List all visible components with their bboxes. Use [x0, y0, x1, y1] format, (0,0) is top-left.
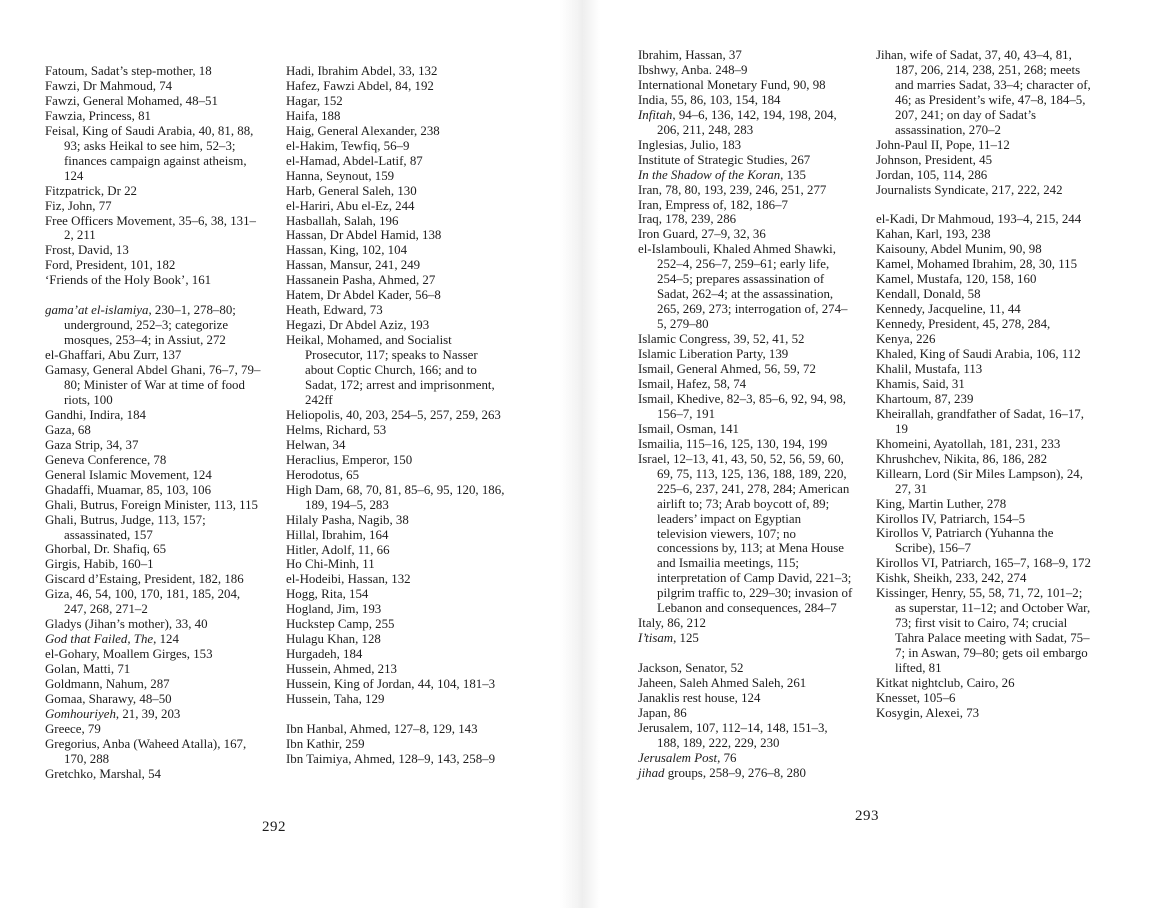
- index-entry: [45, 79, 265, 94]
- index-entry-heading: Kissinger, Henry, 55, 58, 71, 72, 101–2; as superstar, 11–12; and October War, 73; first visit to Cairo, 74; crucial Tahra Palace meeting with Sadat, 75–7; in Aswan, 79–80; gets oil embargo lifted, 81: [876, 586, 1091, 676]
- index-entry-heading: Kennedy, President, 45, 278, 284,: [876, 317, 1051, 332]
- index-entry-heading: Helwan, 34: [286, 437, 346, 452]
- index-entry-heading: Ghali, Butrus, Judge, 113, 157; assassinated, 157: [45, 512, 206, 542]
- index-entry: [638, 108, 853, 138]
- index-entry-heading: Israel, 12–13, 41, 43, 50, 52, 56, 59, 60, 69, 75, 113, 125, 136, 188, 189, 220, 225–6, 237, 241, 278, 284; American airlift to; 73; Arab boycott of, 89; leaders’ impact on Egyptian television viewers, 107; no concessions by, 113; at Mena House and Ismailia meetings, 115; interpretation of Camp David, 221–3; pilgrim traffic to, 229–30; invasion of Lebanon and consequences, 284–7: [638, 451, 853, 616]
- index-entry: [876, 362, 1091, 377]
- index-entry: [876, 242, 1091, 257]
- index-entry: [45, 184, 265, 199]
- index-entry-heading: General Islamic Movement, 124: [45, 467, 212, 482]
- index-entry: [876, 497, 1091, 512]
- index-entry: [45, 542, 265, 557]
- index-entry: [45, 707, 265, 722]
- index-entry-heading: Ghorbal, Dr. Shafiq, 65: [45, 542, 167, 557]
- index-entry: [876, 437, 1091, 452]
- index-entry-heading: Girgis, Habib, 160–1: [45, 557, 154, 572]
- index-entry-heading: Kamel, Mustafa, 120, 158, 160: [876, 272, 1037, 287]
- index-entry-heading: el-Gohary, Moallem Girges, 153: [45, 647, 213, 662]
- index-entry-heading: Hegazi, Dr Abdel Aziz, 193: [286, 318, 430, 333]
- index-entry: [638, 691, 853, 706]
- index-entry: [638, 168, 853, 183]
- index-entry: [876, 48, 1091, 138]
- index-entry-heading: Japan, 86: [638, 705, 687, 720]
- index-entry: [286, 124, 508, 139]
- page-number: 292: [262, 819, 286, 835]
- index-entry-heading: ‘Friends of the Holy Book’, 161: [45, 273, 212, 288]
- index-entry-heading: Gretchko, Marshal, 54: [45, 766, 161, 781]
- index-entry: [286, 243, 508, 258]
- index-entry: [638, 362, 853, 377]
- index-entry: [638, 437, 853, 452]
- index-entry: [286, 692, 508, 707]
- index-entry-heading: Ismail, Hafez, 58, 74: [638, 376, 747, 391]
- index-entry: [638, 661, 853, 676]
- index-entry: [876, 347, 1091, 362]
- index-entry-heading: el-Kadi, Dr Mahmoud, 193–4, 215, 244: [876, 212, 1082, 227]
- index-entry: [45, 258, 265, 273]
- index-entry: [876, 168, 1091, 183]
- index-entry-heading: Heath, Edward, 73: [286, 303, 383, 318]
- index-entry-heading: Hassanein Pasha, Ahmed, 27: [286, 273, 436, 288]
- index-entry-heading: Journalists Syndicate, 217, 222, 242: [876, 182, 1063, 197]
- index-entry: [45, 632, 265, 647]
- index-entry: [638, 392, 853, 422]
- index-entry: [876, 392, 1091, 407]
- index-entry: [45, 692, 265, 707]
- index-entry-heading: Gaza Strip, 34, 37: [45, 437, 139, 452]
- index-entry: [45, 498, 265, 513]
- index-entry-heading: jihad: [638, 765, 665, 780]
- index-entry: [638, 721, 853, 751]
- index-entry-heading: Fawzi, General Mohamed, 48–51: [45, 93, 218, 108]
- index-entry-heading: Ismailia, 115–16, 125, 130, 194, 199: [638, 436, 828, 451]
- index-entry-heading: el-Hamad, Abdel-Latif, 87: [286, 153, 423, 168]
- index-entry: [286, 64, 508, 79]
- index-entry-heading: High Dam, 68, 70, 81, 85–6, 95, 120, 186, 189, 194–5, 283: [286, 482, 505, 512]
- index-entry: [876, 317, 1091, 332]
- index-entry-heading: Iran, Empress of, 182, 186–7: [638, 197, 789, 212]
- index-entry-heading: Hogland, Jim, 193: [286, 602, 382, 617]
- index-entry-heading: Ibshwy, Anba. 248–9: [638, 62, 748, 77]
- index-entry: [45, 303, 265, 348]
- index-entry: [638, 766, 853, 781]
- index-entry: [45, 468, 265, 483]
- index-entry-pages: , 135: [780, 167, 806, 182]
- index-entry-heading: el-Hakim, Tewfiq, 56–9: [286, 138, 410, 153]
- index-entry: [638, 332, 853, 347]
- index-entry-pages: , 21, 39, 203: [115, 706, 181, 721]
- index-entry-heading: Knesset, 105–6: [876, 690, 956, 705]
- index-entry: [638, 212, 853, 227]
- index-entry-heading: Hogg, Rita, 154: [286, 587, 369, 602]
- index-column-left-2: [286, 64, 508, 767]
- index-entry: [45, 214, 265, 244]
- index-entry-heading: Golan, Matti, 71: [45, 662, 131, 677]
- index-entry-heading: Italy, 86, 212: [638, 616, 706, 631]
- index-entry: [45, 513, 265, 543]
- index-entry: [45, 408, 265, 423]
- index-entry-pages: , 76: [717, 750, 737, 765]
- index-entry: [286, 273, 508, 288]
- index-entry: [286, 647, 508, 662]
- index-entry-heading: God that Failed, The: [45, 632, 154, 647]
- index-entry: [638, 616, 853, 631]
- index-entry: [286, 318, 508, 333]
- index-entry-heading: Iran, 78, 80, 193, 239, 246, 251, 277: [638, 182, 827, 197]
- index-entry-heading: Hagar, 152: [286, 93, 343, 108]
- index-entry-heading: Jordan, 105, 114, 286: [876, 167, 988, 182]
- index-entry-heading: Ibrahim, Hassan, 37: [638, 48, 742, 62]
- index-entry-heading: el-Ghaffari, Abu Zurr, 137: [45, 348, 182, 363]
- index-entry: [876, 512, 1091, 527]
- index-entry-heading: el-Hodeibi, Hassan, 132: [286, 572, 411, 587]
- index-entry-heading: John-Paul II, Pope, 11–12: [876, 137, 1010, 152]
- index-entry: [638, 63, 853, 78]
- index-entry-heading: Islamic Liberation Party, 139: [638, 347, 789, 362]
- index-entry: [286, 617, 508, 632]
- index-entry-heading: Fiz, John, 77: [45, 198, 112, 213]
- index-entry-heading: Ford, President, 101, 182: [45, 258, 176, 273]
- index-entry: [45, 572, 265, 587]
- index-entry: [45, 199, 265, 214]
- index-entry: [45, 767, 265, 782]
- index-entry-heading: Inglesias, Julio, 183: [638, 137, 742, 152]
- index-entry-heading: Haig, General Alexander, 238: [286, 123, 440, 138]
- index-entry: [286, 528, 508, 543]
- index-entry: [45, 453, 265, 468]
- index-entry: [45, 557, 265, 572]
- index-entry: [286, 258, 508, 273]
- index-entry-pages: groups, 258–9, 276–8, 280: [664, 765, 806, 780]
- index-entry-heading: Heraclius, Emperor, 150: [286, 452, 413, 467]
- index-entry-heading: Hadi, Ibrahim Abdel, 33, 132: [286, 64, 438, 78]
- index-entry: [876, 691, 1091, 706]
- index-entry: [45, 94, 265, 109]
- index-entry-heading: gama’at el-islamiya: [45, 303, 149, 318]
- index-entry: [286, 543, 508, 558]
- index-entry: [638, 377, 853, 392]
- index-entry-heading: Kendall, Donald, 58: [876, 287, 981, 302]
- index-entry-heading: Hafez, Fawzi Abdel, 84, 192: [286, 78, 434, 93]
- index-entry-heading: Jerusalem, 107, 112–14, 148, 151–3, 188, 189, 222, 229, 230: [638, 720, 828, 750]
- index-entry: [286, 513, 508, 528]
- index-entry-heading: Khartoum, 87, 239: [876, 391, 974, 406]
- index-entry-heading: Ismail, Osman, 141: [638, 421, 739, 436]
- index-entry: [286, 557, 508, 572]
- index-entry-heading: Hassan, Mansur, 241, 249: [286, 258, 421, 273]
- index-entry: [45, 109, 265, 124]
- index-entry: [876, 571, 1091, 586]
- index-entry-heading: Khomeini, Ayatollah, 181, 231, 233: [876, 436, 1061, 451]
- index-entry-heading: Gomhouriyeh: [45, 706, 116, 721]
- index-entry-heading: Gaza, 68: [45, 422, 91, 437]
- index-entry-heading: Islamic Congress, 39, 52, 41, 52: [638, 332, 805, 347]
- index-entry: [286, 154, 508, 169]
- index-entry: [45, 617, 265, 632]
- index-entry-heading: Helms, Richard, 53: [286, 422, 387, 437]
- index-entry-heading: Ho Chi-Minh, 11: [286, 557, 375, 572]
- index-entry-heading: Ibn Kathir, 259: [286, 736, 365, 751]
- index-entry-pages: , 124: [153, 632, 179, 647]
- index-entry-heading: Jackson, Senator, 52: [638, 661, 744, 676]
- index-entry: [45, 438, 265, 453]
- index-entry-heading: Killearn, Lord (Sir Miles Lampson), 24, 27, 31: [876, 466, 1083, 496]
- index-entry: [876, 227, 1091, 242]
- index-entry: [45, 483, 265, 498]
- index-entry: [45, 647, 265, 662]
- index-entry-heading: Kishk, Sheikh, 233, 242, 274: [876, 571, 1027, 586]
- index-entry: [638, 631, 853, 646]
- index-entry: [286, 662, 508, 677]
- index-entry: [876, 407, 1091, 437]
- index-entry: [286, 468, 508, 483]
- index-entry: [286, 722, 508, 737]
- index-entry-heading: Giza, 46, 54, 100, 170, 181, 185, 204, 247, 268, 271–2: [45, 587, 241, 617]
- index-entry: [286, 423, 508, 438]
- index-entry-heading: Hanna, Seynout, 159: [286, 168, 395, 183]
- index-entry: [876, 586, 1091, 676]
- index-entry-heading: Free Officers Movement, 35–6, 38, 131–2, 211: [45, 213, 256, 243]
- index-entry-heading: Khalil, Mustafa, 113: [876, 362, 983, 376]
- index-entry: [876, 212, 1091, 227]
- index-entry-heading: Frost, David, 13: [45, 243, 129, 258]
- index-entry-heading: Kamel, Mohamed Ibrahim, 28, 30, 115: [876, 257, 1078, 272]
- index-entry-heading: Khaled, King of Saudi Arabia, 106, 112: [876, 347, 1081, 362]
- index-entry-heading: Feisal, King of Saudi Arabia, 40, 81, 88, 93; asks Heikal to see him, 52–3; finances campaign against atheism, 124: [45, 123, 254, 183]
- index-entry: [45, 273, 265, 288]
- index-entry-heading: Iron Guard, 27–9, 32, 36: [638, 227, 766, 242]
- index-entry-heading: Gomaa, Sharawy, 48–50: [45, 692, 172, 707]
- index-entry: [286, 587, 508, 602]
- index-entry-heading: Kitkat nightclub, Cairo, 26: [876, 676, 1015, 691]
- index-entry-heading: I’tisam: [638, 631, 674, 646]
- index-entry: [286, 632, 508, 647]
- index-entry-heading: Kahan, Karl, 193, 238: [876, 227, 991, 242]
- index-entry-heading: Hitler, Adolf, 11, 66: [286, 542, 390, 557]
- index-entry-heading: Geneva Conference, 78: [45, 452, 167, 467]
- index-entry: [638, 93, 853, 108]
- index-entry: [45, 662, 265, 677]
- index-entry: [286, 169, 508, 184]
- index-entry: [286, 572, 508, 587]
- index-entry: [286, 408, 508, 423]
- index-entry: [286, 228, 508, 243]
- index-entry-heading: Johnson, President, 45: [876, 152, 993, 167]
- index-entry-heading: Jaheen, Saleh Ahmed Saleh, 261: [638, 676, 807, 691]
- index-entry: [286, 303, 508, 318]
- index-entry: [45, 722, 265, 737]
- index-entry: [638, 452, 853, 616]
- index-entry-heading: Harb, General Saleh, 130: [286, 183, 417, 198]
- index-entry-heading: Hussein, Ahmed, 213: [286, 662, 397, 677]
- index-entry-heading: Hilaly Pasha, Nagib, 38: [286, 512, 409, 527]
- index-entry: [286, 333, 508, 408]
- index-entry-heading: Infitah: [638, 107, 673, 122]
- index-entry-heading: Greece, 79: [45, 721, 101, 736]
- right-page: [575, 0, 1150, 908]
- index-entry-heading: el-Hariri, Abu el-Ez, 244: [286, 198, 415, 213]
- index-entry: [286, 483, 508, 513]
- index-entry: [638, 676, 853, 691]
- index-entry-heading: Hillal, Ibrahim, 164: [286, 527, 389, 542]
- index-entry-pages: , 125: [673, 631, 699, 646]
- index-column-right-2: [876, 48, 1091, 721]
- index-entry-heading: Kennedy, Jacqueline, 11, 44: [876, 302, 1021, 317]
- index-entry-heading: Hussein, King of Jordan, 44, 104, 181–3: [286, 677, 496, 692]
- index-entry-heading: Kirollos IV, Patriarch, 154–5: [876, 511, 1026, 526]
- index-entry: [286, 199, 508, 214]
- index-entry-heading: King, Martin Luther, 278: [876, 496, 1007, 511]
- index-entry: [638, 422, 853, 437]
- index-entry: [876, 676, 1091, 691]
- index-entry-heading: Hatem, Dr Abdel Kader, 56–8: [286, 288, 441, 303]
- page-number: 293: [855, 808, 879, 824]
- index-entry: [876, 467, 1091, 497]
- index-entry-heading: Kirollos V, Patriarch (Yuhanna the Scribe), 156–7: [876, 526, 1054, 556]
- index-entry-heading: Heikal, Mohamed, and Socialist Prosecutor, 117; speaks to Nasser about Coptic Church, 166; and to Sadat, 172; arrest and imprisonment, 242ff: [286, 333, 495, 407]
- index-entry: [876, 272, 1091, 287]
- index-entry-heading: Gandhi, Indira, 184: [45, 407, 146, 422]
- index-entry-heading: Hassan, Dr Abdel Hamid, 138: [286, 228, 442, 243]
- index-entry: [45, 587, 265, 617]
- index-entry-heading: Goldmann, Nahum, 287: [45, 677, 170, 692]
- index-entry: [876, 287, 1091, 302]
- index-entry-heading: Kenya, 226: [876, 332, 936, 347]
- index-entry-heading: Fitzpatrick, Dr 22: [45, 183, 138, 198]
- index-entry: [286, 752, 508, 767]
- index-entry-heading: Ghali, Butrus, Foreign Minister, 113, 115: [45, 497, 259, 512]
- index-entry-pages: , 94–6, 136, 142, 194, 198, 204, 206, 211, 248, 283: [657, 107, 837, 137]
- index-entry-heading: Gregorius, Anba (Waheed Atalla), 167, 170, 288: [45, 736, 247, 766]
- index-entry-heading: Ibn Hanbal, Ahmed, 127–8, 129, 143: [286, 721, 478, 736]
- index-entry-heading: Herodotus, 65: [286, 467, 360, 482]
- index-entry-heading: Jihan, wife of Sadat, 37, 40, 43–4, 81, 187, 206, 214, 238, 251, 268; meets and marries Sadat, 33–4; character of, 46; as President’s wife, 47–8, 184–5, 207, 241; on day of Sadat’s assassination, 270–2: [876, 48, 1091, 137]
- index-entry: [286, 139, 508, 154]
- index-column-right-1: [638, 48, 853, 781]
- index-entry-heading: Janaklis rest house, 124: [638, 690, 761, 705]
- index-entry-heading: Heliopolis, 40, 203, 254–5, 257, 259, 263: [286, 407, 501, 422]
- index-entry: [45, 64, 265, 79]
- index-entry: [286, 184, 508, 199]
- index-entry-heading: Hulagu Khan, 128: [286, 632, 381, 647]
- index-entry-heading: Fawzi, Dr Mahmoud, 74: [45, 78, 173, 93]
- index-entry: [638, 706, 853, 721]
- index-entry: [45, 737, 265, 767]
- index-entry: [876, 332, 1091, 347]
- index-entry-heading: Gladys (Jihan’s mother), 33, 40: [45, 617, 208, 632]
- index-entry-heading: Institute of Strategic Studies, 267: [638, 152, 811, 167]
- index-entry: [638, 138, 853, 153]
- index-entry-heading: Huckstep Camp, 255: [286, 617, 395, 632]
- index-entry-heading: Haifa, 188: [286, 108, 341, 123]
- index-entry: [45, 124, 265, 184]
- index-entry: [286, 677, 508, 692]
- index-entry: [638, 153, 853, 168]
- index-entry: [286, 288, 508, 303]
- index-entry-heading: Iraq, 178, 239, 286: [638, 212, 737, 227]
- index-entry: [876, 302, 1091, 317]
- index-entry: [876, 556, 1091, 571]
- index-entry-heading: Hassan, King, 102, 104: [286, 243, 408, 258]
- index-entry: [286, 79, 508, 94]
- index-entry: [286, 214, 508, 229]
- index-entry: [286, 453, 508, 468]
- index-entry: [876, 153, 1091, 168]
- index-entry: [876, 183, 1091, 198]
- index-entry: [45, 348, 265, 363]
- book-gutter: [560, 0, 600, 908]
- index-entry: [638, 751, 853, 766]
- index-column-left-1: [45, 64, 265, 782]
- index-entry-heading: Khamis, Said, 31: [876, 376, 965, 391]
- index-entry: [286, 109, 508, 124]
- index-entry-heading: Hasballah, Salah, 196: [286, 213, 399, 228]
- index-entry-heading: Ghadaffi, Muamar, 85, 103, 106: [45, 482, 212, 497]
- index-entry-pages: , 230–1, 278–80; underground, 252–3; categorize mosques, 253–4; in Assiut, 272: [64, 303, 236, 348]
- index-entry: [638, 48, 853, 63]
- index-entry-heading: Kaisouny, Abdel Munim, 90, 98: [876, 242, 1042, 257]
- index-entry-heading: Gamasy, General Abdel Ghani, 76–7, 79–80; Minister of War at time of food riots, 100: [45, 363, 261, 407]
- index-entry: [638, 242, 853, 332]
- index-entry: [638, 183, 853, 198]
- index-entry: [876, 526, 1091, 556]
- index-entry: [638, 227, 853, 242]
- index-entry-heading: Giscard d’Estaing, President, 182, 186: [45, 572, 244, 587]
- index-entry-heading: International Monetary Fund, 90, 98: [638, 77, 826, 92]
- index-entry-heading: Jerusalem Post: [638, 750, 718, 765]
- index-entry-heading: In the Shadow of the Koran: [638, 167, 781, 182]
- index-entry-heading: Kosygin, Alexei, 73: [876, 705, 980, 720]
- index-entry-heading: Fawzia, Princess, 81: [45, 108, 151, 123]
- index-entry: [876, 377, 1091, 392]
- index-entry-heading: Ismail, Khedive, 82–3, 85–6, 92, 94, 98, 156–7, 191: [638, 391, 847, 421]
- index-entry: [876, 452, 1091, 467]
- index-entry-heading: Kheirallah, grandfather of Sadat, 16–17, 19: [876, 406, 1084, 436]
- index-entry-heading: Fatoum, Sadat’s step-mother, 18: [45, 64, 212, 78]
- index-entry: [45, 363, 265, 408]
- index-entry: [876, 706, 1091, 721]
- index-entry: [638, 198, 853, 213]
- index-entry-heading: Ismail, General Ahmed, 56, 59, 72: [638, 362, 816, 377]
- index-entry-heading: Hussein, Taha, 129: [286, 692, 385, 707]
- index-entry: [286, 737, 508, 752]
- index-entry: [286, 94, 508, 109]
- index-entry-heading: el-Islambouli, Khaled Ahmed Shawki, 252–4, 256–7, 259–61; early life, 254–5; prepares assassination of Sadat, 262–4; at the assassination, 265, 269, 273; interrogation of, 274–5, 279–80: [638, 242, 848, 332]
- index-entry-heading: India, 55, 86, 103, 154, 184: [638, 92, 781, 107]
- index-entry: [45, 243, 265, 258]
- index-entry-heading: Hurgadeh, 184: [286, 647, 363, 662]
- index-entry: [286, 438, 508, 453]
- index-entry-heading: Khrushchev, Nikita, 86, 186, 282: [876, 451, 1048, 466]
- index-entry-heading: Ibn Taimiya, Ahmed, 128–9, 143, 258–9: [286, 751, 496, 766]
- index-entry-heading: Kirollos VI, Patriarch, 165–7, 168–9, 172: [876, 556, 1091, 571]
- index-entry: [45, 423, 265, 438]
- index-entry: [876, 257, 1091, 272]
- index-entry: [638, 347, 853, 362]
- index-entry: [286, 602, 508, 617]
- index-entry: [638, 78, 853, 93]
- index-entry: [45, 677, 265, 692]
- index-entry: [876, 138, 1091, 153]
